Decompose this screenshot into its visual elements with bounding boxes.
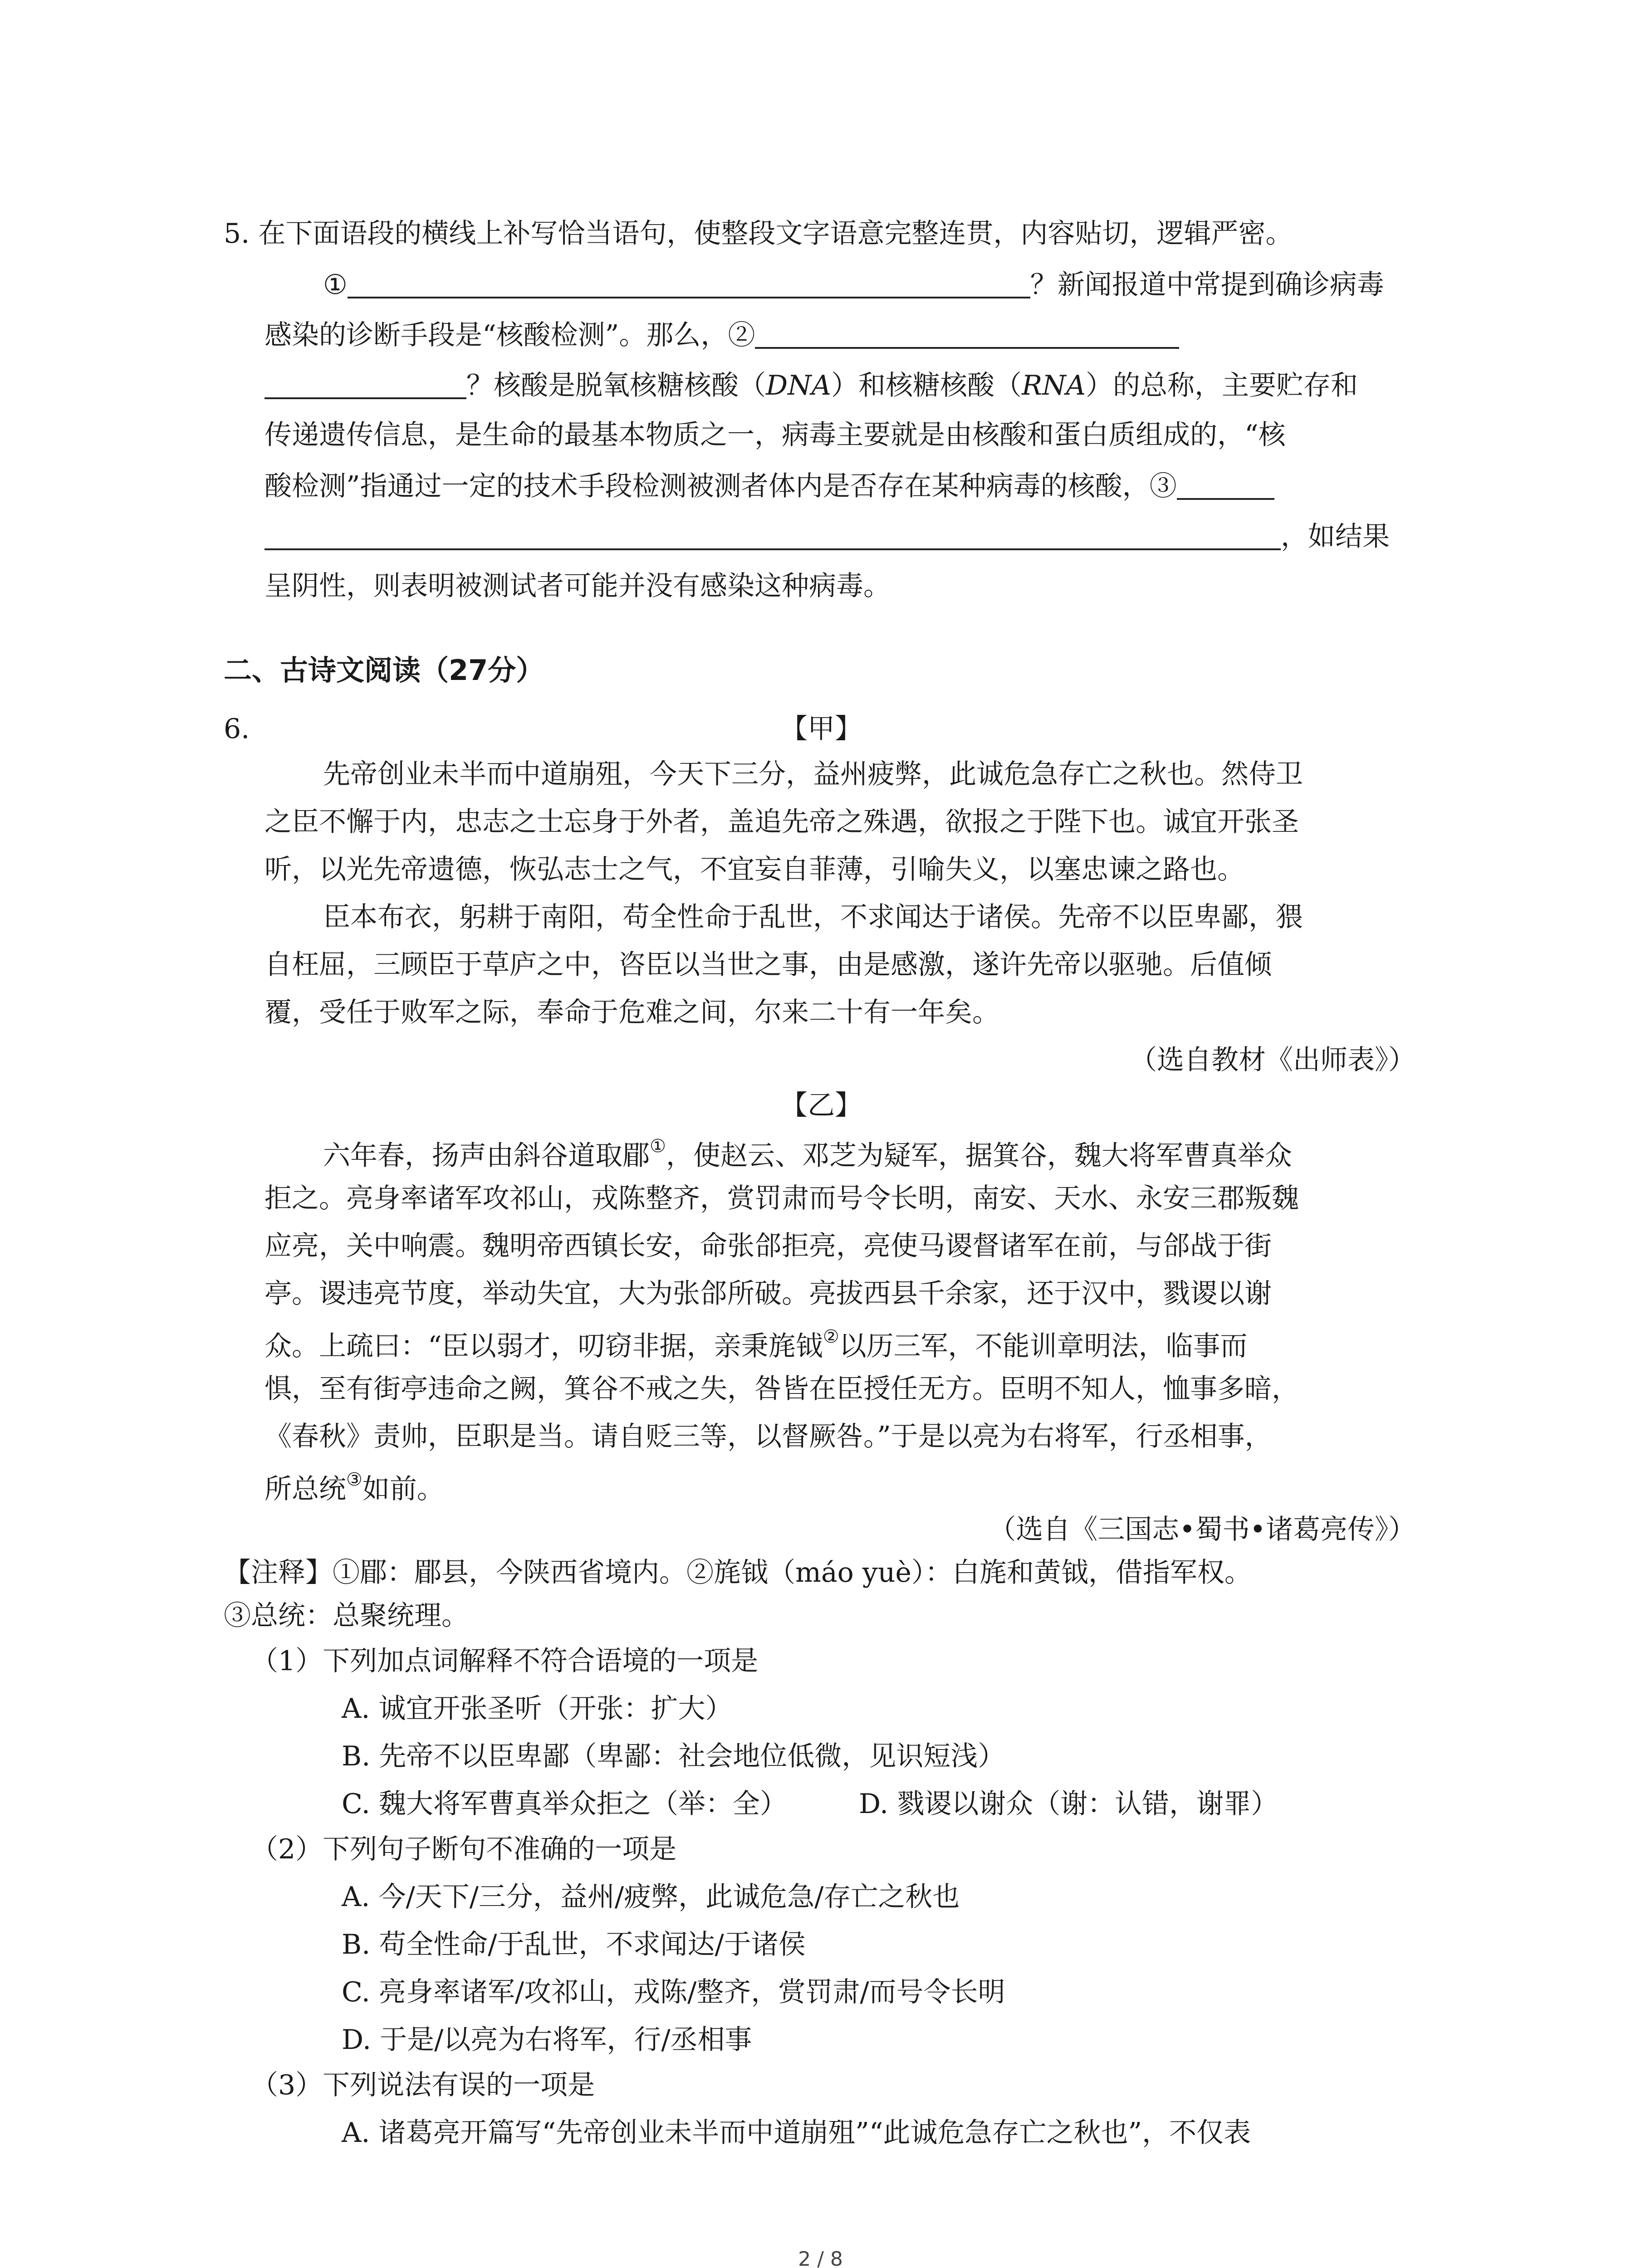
yi-text: 如前。 xyxy=(362,1473,444,1505)
subq2-option-c[interactable]: C. 亮身率诸军/攻祁山，戎陈/整齐，赏罚肃/而号令长明 xyxy=(342,1976,1005,2008)
subq1-option-a[interactable]: A. 诚宜开张圣听（开张：扩大） xyxy=(342,1693,733,1725)
yi-line xyxy=(265,1471,444,1503)
yi-text: 六年春，扬声由斜谷道取郿 xyxy=(323,1140,650,1172)
section-title: 二、古诗文阅读（27分） xyxy=(224,654,544,687)
rna-abbr: RNA xyxy=(1021,370,1086,401)
q5-line3 xyxy=(265,371,1358,399)
subq1-option-d[interactable]: D. 戮谡以谢众（谢：认错，谢罪） xyxy=(859,1788,1279,1820)
q6-number: 6. xyxy=(224,713,250,745)
jia-line: 先帝创业未半而中道崩殂，今天下三分，益州疲弊，此诚危急存亡之秋也。然侍卫 xyxy=(323,758,1303,790)
jia-line: 听，以光先帝遗德，恢弘志士之气，不宜妄自菲薄，引喻失义，以塞忠谏之路也。 xyxy=(265,854,1244,885)
jia-line: 臣本布衣，躬耕于南阳，苟全性命于乱世，不求闻达于诸侯。先帝不以臣卑鄙，猥 xyxy=(323,901,1303,933)
yi-text: ，使赵云、邓芝为疑军，据箕谷，魏大将军曹真举众 xyxy=(666,1140,1292,1172)
subq1-option-b[interactable]: B. 先帝不以臣卑鄙（卑鄙：社会地位低微，见识短浅） xyxy=(342,1740,1005,1772)
q5-line4: 传递遗传信息，是生命的最基本物质之一，病毒主要就是由核酸和蛋白质组成的，“核 xyxy=(265,419,1286,451)
q5-marker-1: ① xyxy=(323,269,348,301)
subq3-option-a[interactable]: A. 诸葛亮开篇写“先帝创业未半而中道崩殂”“此诚危急存亡之秋也”，不仅表 xyxy=(342,2117,1251,2149)
yi-line: 惧，至有街亭违命之阙，箕谷不戒之失，咎皆在臣授任无方。臣明不知人，恤事多暗， xyxy=(265,1373,1299,1405)
q5-line3-text: ？核酸是脱氧核糖核酸（ xyxy=(466,370,766,401)
footnote-marker: ② xyxy=(823,1326,839,1347)
yi-line xyxy=(323,1136,1292,1172)
q5-line5 xyxy=(265,472,1274,500)
q5-line2 xyxy=(265,321,1179,349)
subq1-stem: （1）下列加点词解释不符合语境的一项是 xyxy=(251,1645,759,1677)
page-number: 2 / 8 xyxy=(798,2248,843,2268)
q5-line1-text: ？新闻报道中常提到确诊病毒 xyxy=(1030,269,1384,301)
q5-blank-1[interactable] xyxy=(348,270,1030,298)
jia-line: 之臣不懈于内，忠志之士忘身于外者，盖追先帝之殊遇，欲报之于陛下也。诚宜开张圣 xyxy=(265,806,1299,838)
q5-blank-3a[interactable] xyxy=(1177,472,1274,500)
yi-line: 《春秋》责帅，臣职是当。请自贬三等，以督厥咎。”于是以亮为右将军，行丞相事， xyxy=(265,1421,1272,1452)
q5-blank-2a[interactable] xyxy=(755,321,1179,349)
q5-line6-text: ，如结果 xyxy=(1281,521,1390,552)
yi-line: 亭。谡违亮节度，举动失宜，大为张郃所破。亮拔西县千余家，还于汉中，戮谡以谢 xyxy=(265,1278,1272,1310)
q5-line1 xyxy=(323,269,1384,301)
q5-line3-end: ）的总称，主要贮存和 xyxy=(1085,370,1358,401)
yi-line: 拒之。亮身率诸军攻祁山，戎陈整齐，赏罚肃而号令长明，南安、天水、永安三郡叛魏 xyxy=(265,1183,1299,1214)
jia-line: 自枉屈，三顾臣于草庐之中，咨臣以当世之事，由是感激，遂许先帝以驱驰。后值倾 xyxy=(265,949,1272,981)
yi-text: 所总统 xyxy=(265,1473,346,1505)
subq1-option-c[interactable]: C. 魏大将军曹真举众拒之（举：全） xyxy=(342,1788,787,1820)
annotation-line: 【注释】①郿：郿县，今陕西省境内。②旄钺（máo yuè）：白旄和黄钺，借指军权。 xyxy=(224,1557,1252,1589)
subq2-option-b[interactable]: B. 苟全性命/于乱世，不求闻达/于诸侯 xyxy=(342,1929,806,1960)
q5-line7: 呈阴性，则表明被测试者可能并没有感染这种病毒。 xyxy=(265,570,891,602)
footnote-marker: ① xyxy=(650,1136,666,1157)
q5-line5-text: 酸检测”指通过一定的技术手段检测被测者体内是否存在某种病毒的核酸，③ xyxy=(265,470,1177,502)
footnote-marker: ③ xyxy=(346,1469,362,1490)
subq2-option-d[interactable]: D. 于是/以亮为右将军，行/丞相事 xyxy=(342,2024,752,2056)
annotation-line: ③总统：总聚统理。 xyxy=(224,1600,469,1632)
jia-line: 覆，受任于败军之际，奉命于危难之间，尔来二十有一年矣。 xyxy=(265,997,999,1028)
yi-title: 【乙】 xyxy=(780,1090,862,1121)
q5-stem: 5. 在下面语段的横线上补写恰当语句，使整段文字语意完整连贯，内容贴切，逻辑严密。 xyxy=(224,218,1293,249)
subq2-stem: （2）下列句子断句不准确的一项是 xyxy=(251,1833,677,1865)
yi-line xyxy=(265,1328,1248,1360)
yi-source: （选自《三国志•蜀书•诸葛亮传》） xyxy=(989,1514,1416,1545)
yi-text: 众。上疏曰：“臣以弱才，叨窃非据，亲秉旄钺 xyxy=(265,1330,823,1362)
subq2-option-a[interactable]: A. 今/天下/三分，益州/疲弊，此诚危急/存亡之秋也 xyxy=(342,1881,960,1913)
q5-line3-mid: ）和核糖核酸（ xyxy=(831,370,1022,401)
q5-line2-text: 感染的诊断手段是“核酸检测”。那么，② xyxy=(265,319,755,351)
q5-blank-2b[interactable] xyxy=(265,371,466,399)
yi-text: 以历三军，不能训章明法，临事而 xyxy=(839,1330,1248,1362)
q5-blank-3b[interactable] xyxy=(265,522,1281,550)
dna-abbr: DNA xyxy=(766,370,831,401)
yi-line: 应亮，关中响震。魏明帝西镇长安，命张郃拒亮，亮使马谡督诸军在前，与郃战于街 xyxy=(265,1230,1272,1262)
jia-title: 【甲】 xyxy=(780,713,862,745)
jia-source: （选自教材《出师表》） xyxy=(1130,1044,1416,1076)
q5-line6 xyxy=(265,522,1390,550)
subq3-stem: （3）下列说法有误的一项是 xyxy=(251,2069,595,2101)
